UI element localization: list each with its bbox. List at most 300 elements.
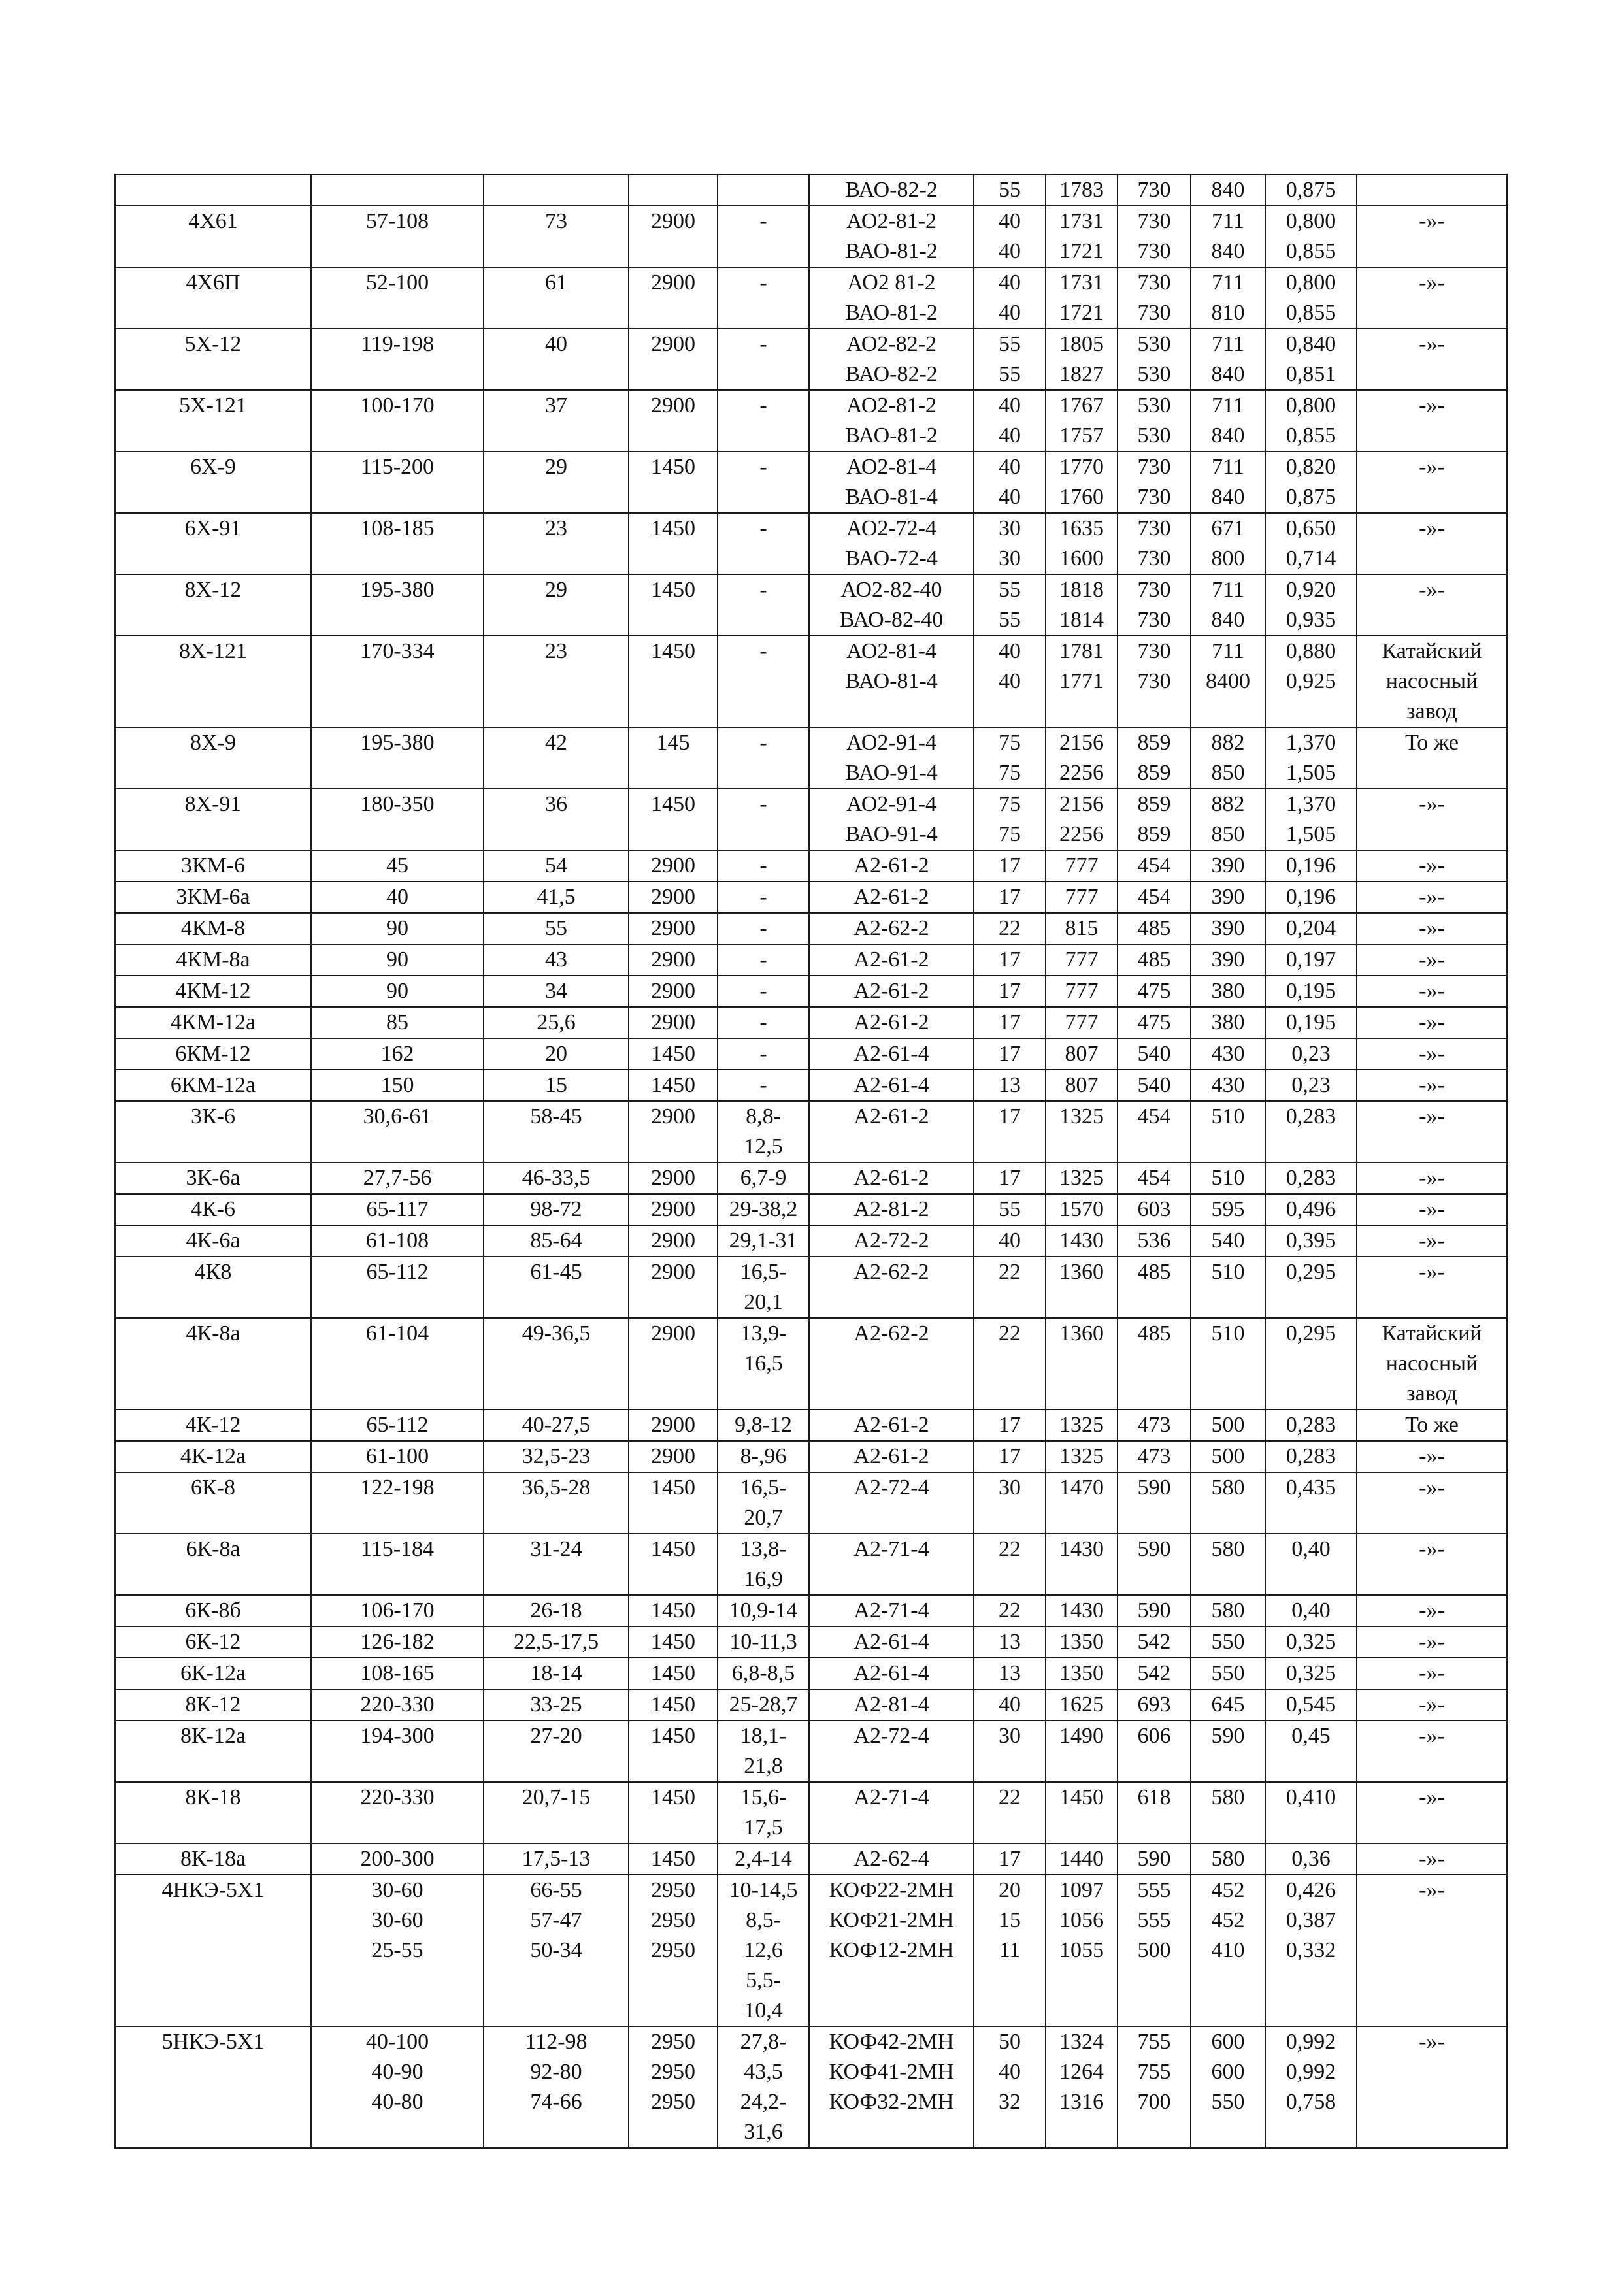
- height-cell: 730 730: [1118, 636, 1191, 727]
- npsh-cell: 10,9-14: [718, 1595, 809, 1626]
- table-row: [115, 2026, 1507, 2148]
- flow-rate-cell: 90: [311, 944, 484, 976]
- motor-type-cell: КОФ22-2МН КОФ21-2МН КОФ12-2МН: [809, 1875, 974, 2026]
- manufacturer-cell: -»-: [1357, 1626, 1507, 1658]
- rpm-cell: 1450: [629, 1689, 718, 1721]
- flow-rate-cell: 40-100 40-90 40-80: [311, 2026, 484, 2148]
- pump-length-cell: 777: [1046, 944, 1118, 976]
- rpm-cell: 2900: [629, 850, 718, 882]
- npsh-cell: -: [718, 390, 809, 452]
- flow-rate-cell: 195-380: [311, 574, 484, 636]
- motor-type-cell: А2-61-2: [809, 882, 974, 913]
- motor-type-cell: АО2 81-2 ВАО-81-2: [809, 267, 974, 329]
- power-cell: 13: [974, 1658, 1046, 1689]
- pump-length-cell: 1570: [1046, 1194, 1118, 1225]
- flow-rate-cell: 65-112: [311, 1410, 484, 1441]
- pump-length-cell: 1470: [1046, 1472, 1118, 1534]
- motor-type-cell: АО2-81-2 ВАО-81-2: [809, 390, 974, 452]
- pump-model-cell: 8Х-121: [115, 636, 311, 727]
- table-row: [115, 174, 1507, 206]
- npsh-cell: 29-38,2: [718, 1194, 809, 1225]
- flow-rate-cell: 27,7-56: [311, 1163, 484, 1194]
- head-cell: 40: [484, 329, 629, 390]
- table-row: [115, 789, 1507, 850]
- pump-model-cell: 4К-12а: [115, 1441, 311, 1472]
- head-cell: 55: [484, 913, 629, 944]
- manufacturer-cell: -»-: [1357, 1038, 1507, 1070]
- pump-model-cell: 8К-18а: [115, 1843, 311, 1875]
- flow-rate-cell: 119-198: [311, 329, 484, 390]
- npsh-cell: -: [718, 789, 809, 850]
- power-cell: 55 55: [974, 329, 1046, 390]
- head-cell: 36,5-28: [484, 1472, 629, 1534]
- height-cell: 590: [1118, 1595, 1191, 1626]
- motor-type-cell: А2-61-4: [809, 1070, 974, 1101]
- height-cell: 693: [1118, 1689, 1191, 1721]
- rpm-cell: 2900: [629, 329, 718, 390]
- flow-rate-cell: 194-300: [311, 1721, 484, 1782]
- mass-cell: 0,840 0,851: [1265, 329, 1357, 390]
- flow-rate-cell: 108-165: [311, 1658, 484, 1689]
- table-row: [115, 944, 1507, 976]
- table-row: [115, 1410, 1507, 1441]
- mass-cell: 0,40: [1265, 1595, 1357, 1626]
- table-row: [115, 1007, 1507, 1038]
- pump-length-cell: 1450: [1046, 1782, 1118, 1843]
- table-row: [115, 1038, 1507, 1070]
- height-cell: 618: [1118, 1782, 1191, 1843]
- mass-cell: 0,545: [1265, 1689, 1357, 1721]
- flow-rate-cell: 122-198: [311, 1472, 484, 1534]
- manufacturer-cell: -»-: [1357, 1782, 1507, 1843]
- height-cell: 730 730: [1118, 267, 1191, 329]
- power-cell: 17: [974, 1843, 1046, 1875]
- table-row: [115, 1534, 1507, 1595]
- npsh-cell: 2,4-14: [718, 1843, 809, 1875]
- flow-rate-cell: 57-108: [311, 206, 484, 267]
- rpm-cell: 2900: [629, 1257, 718, 1318]
- height-cell: 540: [1118, 1038, 1191, 1070]
- height-cell: 730: [1118, 174, 1191, 206]
- rpm-cell: 145: [629, 727, 718, 789]
- motor-type-cell: АО2-72-4 ВАО-72-4: [809, 513, 974, 574]
- flow-rate-cell: 100-170: [311, 390, 484, 452]
- motor-type-cell: ВАО-82-2: [809, 174, 974, 206]
- power-cell: 22: [974, 1782, 1046, 1843]
- pump-model-cell: 8К-12: [115, 1689, 311, 1721]
- head-cell: 20,7-15: [484, 1782, 629, 1843]
- flow-rate-cell: 65-117: [311, 1194, 484, 1225]
- pump-length-cell: 1350: [1046, 1658, 1118, 1689]
- width-cell: 595: [1191, 1194, 1265, 1225]
- power-cell: 30 30: [974, 513, 1046, 574]
- mass-cell: 0,295: [1265, 1318, 1357, 1410]
- height-cell: 473: [1118, 1441, 1191, 1472]
- rpm-cell: 2900: [629, 206, 718, 267]
- width-cell: 711 840: [1191, 574, 1265, 636]
- table-row: [115, 1782, 1507, 1843]
- rpm-cell: 1450: [629, 574, 718, 636]
- head-cell: 23: [484, 636, 629, 727]
- head-cell: 61: [484, 267, 629, 329]
- height-cell: 540: [1118, 1070, 1191, 1101]
- power-cell: 55 55: [974, 574, 1046, 636]
- motor-type-cell: А2-61-4: [809, 1626, 974, 1658]
- table-row: [115, 1070, 1507, 1101]
- pump-length-cell: 1805 1827: [1046, 329, 1118, 390]
- height-cell: 730 730: [1118, 206, 1191, 267]
- width-cell: 671 800: [1191, 513, 1265, 574]
- rpm-cell: 2900: [629, 1441, 718, 1472]
- mass-cell: 0,395: [1265, 1225, 1357, 1257]
- rpm-cell: 1450: [629, 452, 718, 513]
- width-cell: 390: [1191, 913, 1265, 944]
- manufacturer-cell: -»-: [1357, 1194, 1507, 1225]
- width-cell: 390: [1191, 850, 1265, 882]
- table-row: [115, 1194, 1507, 1225]
- flow-rate-cell: 61-104: [311, 1318, 484, 1410]
- pump-model-cell: 4К-8а: [115, 1318, 311, 1410]
- pump-model-cell: 4К-6а: [115, 1225, 311, 1257]
- flow-rate-cell: 61-100: [311, 1441, 484, 1472]
- rpm-cell: 1450: [629, 1843, 718, 1875]
- motor-type-cell: А2-61-2: [809, 976, 974, 1007]
- mass-cell: 0,23: [1265, 1038, 1357, 1070]
- rpm-cell: 2900: [629, 976, 718, 1007]
- motor-type-cell: А2-61-2: [809, 1163, 974, 1194]
- flow-rate-cell: 30-60 30-60 25-55: [311, 1875, 484, 2026]
- head-cell: 22,5-17,5: [484, 1626, 629, 1658]
- pump-length-cell: 1360: [1046, 1318, 1118, 1410]
- npsh-cell: -: [718, 850, 809, 882]
- pump-length-cell: 1731 1721: [1046, 267, 1118, 329]
- table-body: [115, 174, 1507, 2148]
- rpm-cell: 2950 2950 2950: [629, 1875, 718, 2026]
- rpm-cell: 1450: [629, 1595, 718, 1626]
- motor-type-cell: А2-72-4: [809, 1472, 974, 1534]
- head-cell: 85-64: [484, 1225, 629, 1257]
- table-row: [115, 329, 1507, 390]
- rpm-cell: 2900: [629, 390, 718, 452]
- flow-rate-cell: 52-100: [311, 267, 484, 329]
- width-cell: 550: [1191, 1658, 1265, 1689]
- width-cell: 500: [1191, 1410, 1265, 1441]
- manufacturer-cell: -»-: [1357, 390, 1507, 452]
- width-cell: 590: [1191, 1721, 1265, 1782]
- table-row: [115, 1441, 1507, 1472]
- pump-model-cell: [115, 174, 311, 206]
- npsh-cell: -: [718, 636, 809, 727]
- motor-type-cell: А2-61-2: [809, 850, 974, 882]
- rpm-cell: 1450: [629, 1070, 718, 1101]
- table-row: [115, 1875, 1507, 2026]
- motor-type-cell: АО2-91-4 ВАО-91-4: [809, 789, 974, 850]
- table-row: [115, 267, 1507, 329]
- motor-type-cell: А2-61-2: [809, 1441, 974, 1472]
- table-row: [115, 1225, 1507, 1257]
- pump-length-cell: 1325: [1046, 1163, 1118, 1194]
- npsh-cell: [718, 174, 809, 206]
- width-cell: 580: [1191, 1534, 1265, 1595]
- pump-length-cell: 1783: [1046, 174, 1118, 206]
- manufacturer-cell: -»-: [1357, 1721, 1507, 1782]
- power-cell: 40 40: [974, 206, 1046, 267]
- mass-cell: 0,295: [1265, 1257, 1357, 1318]
- pump-length-cell: 1767 1757: [1046, 390, 1118, 452]
- width-cell: 711 810: [1191, 267, 1265, 329]
- power-cell: 22: [974, 1257, 1046, 1318]
- flow-rate-cell: 162: [311, 1038, 484, 1070]
- npsh-cell: 18,1- 21,8: [718, 1721, 809, 1782]
- pump-model-cell: 6К-8а: [115, 1534, 311, 1595]
- rpm-cell: 1450: [629, 636, 718, 727]
- pump-length-cell: 1430: [1046, 1595, 1118, 1626]
- mass-cell: 0,197: [1265, 944, 1357, 976]
- manufacturer-cell: -»-: [1357, 1007, 1507, 1038]
- rpm-cell: 2900: [629, 1194, 718, 1225]
- mass-cell: 0,875: [1265, 174, 1357, 206]
- manufacturer-cell: -»-: [1357, 1101, 1507, 1163]
- rpm-cell: 2900: [629, 1318, 718, 1410]
- height-cell: 485: [1118, 1318, 1191, 1410]
- power-cell: 17: [974, 1163, 1046, 1194]
- pump-length-cell: 807: [1046, 1038, 1118, 1070]
- motor-type-cell: А2-72-4: [809, 1721, 974, 1782]
- power-cell: 55: [974, 1194, 1046, 1225]
- manufacturer-cell: -»-: [1357, 2026, 1507, 2148]
- power-cell: 17: [974, 850, 1046, 882]
- rpm-cell: 1450: [629, 1782, 718, 1843]
- npsh-cell: 6,8-8,5: [718, 1658, 809, 1689]
- table-row: [115, 1101, 1507, 1163]
- height-cell: 590: [1118, 1472, 1191, 1534]
- table-row: [115, 1843, 1507, 1875]
- height-cell: 454: [1118, 1101, 1191, 1163]
- head-cell: 23: [484, 513, 629, 574]
- power-cell: 17: [974, 976, 1046, 1007]
- npsh-cell: -: [718, 267, 809, 329]
- manufacturer-cell: -»-: [1357, 913, 1507, 944]
- power-cell: 22: [974, 1318, 1046, 1410]
- manufacturer-cell: Катайский насосный завод: [1357, 636, 1507, 727]
- width-cell: 840: [1191, 174, 1265, 206]
- motor-type-cell: АО2-81-4 ВАО-81-4: [809, 452, 974, 513]
- motor-type-cell: А2-81-4: [809, 1689, 974, 1721]
- motor-type-cell: А2-61-2: [809, 1101, 974, 1163]
- power-cell: 13: [974, 1070, 1046, 1101]
- npsh-cell: -: [718, 1070, 809, 1101]
- pump-model-cell: 5Х-12: [115, 329, 311, 390]
- flow-rate-cell: 180-350: [311, 789, 484, 850]
- power-cell: 40: [974, 1689, 1046, 1721]
- mass-cell: 0,195: [1265, 976, 1357, 1007]
- width-cell: 500: [1191, 1441, 1265, 1472]
- npsh-cell: -: [718, 976, 809, 1007]
- npsh-cell: -: [718, 329, 809, 390]
- height-cell: 590: [1118, 1534, 1191, 1595]
- height-cell: 555 555 500: [1118, 1875, 1191, 2026]
- power-cell: 20 15 11: [974, 1875, 1046, 2026]
- rpm-cell: 2900: [629, 1163, 718, 1194]
- height-cell: 542: [1118, 1626, 1191, 1658]
- pump-length-cell: 777: [1046, 882, 1118, 913]
- mass-cell: 0,920 0,935: [1265, 574, 1357, 636]
- width-cell: 711 840: [1191, 390, 1265, 452]
- pump-length-cell: 1325: [1046, 1101, 1118, 1163]
- npsh-cell: -: [718, 513, 809, 574]
- manufacturer-cell: -»-: [1357, 1843, 1507, 1875]
- npsh-cell: -: [718, 1007, 809, 1038]
- mass-cell: 0,283: [1265, 1163, 1357, 1194]
- pump-length-cell: 1490: [1046, 1721, 1118, 1782]
- pump-model-cell: 6К-8б: [115, 1595, 311, 1626]
- pump-model-cell: 5Х-121: [115, 390, 311, 452]
- table-row: [115, 727, 1507, 789]
- mass-cell: 0,36: [1265, 1843, 1357, 1875]
- width-cell: 645: [1191, 1689, 1265, 1721]
- npsh-cell: 16,5- 20,1: [718, 1257, 809, 1318]
- mass-cell: 0,45: [1265, 1721, 1357, 1782]
- pump-length-cell: 777: [1046, 1007, 1118, 1038]
- height-cell: 473: [1118, 1410, 1191, 1441]
- head-cell: 42: [484, 727, 629, 789]
- mass-cell: 0,426 0,387 0,332: [1265, 1875, 1357, 2026]
- table-row: [115, 1626, 1507, 1658]
- height-cell: 530 530: [1118, 329, 1191, 390]
- height-cell: 730 730: [1118, 452, 1191, 513]
- width-cell: 550: [1191, 1626, 1265, 1658]
- table-row: [115, 636, 1507, 727]
- power-cell: 50 40 32: [974, 2026, 1046, 2148]
- height-cell: 530 530: [1118, 390, 1191, 452]
- power-cell: 13: [974, 1626, 1046, 1658]
- manufacturer-cell: -»-: [1357, 789, 1507, 850]
- power-cell: 30: [974, 1721, 1046, 1782]
- rpm-cell: 2900: [629, 267, 718, 329]
- height-cell: 536: [1118, 1225, 1191, 1257]
- motor-type-cell: А2-61-4: [809, 1038, 974, 1070]
- pump-length-cell: 777: [1046, 976, 1118, 1007]
- manufacturer-cell: -»-: [1357, 1070, 1507, 1101]
- head-cell: 41,5: [484, 882, 629, 913]
- manufacturer-cell: -»-: [1357, 267, 1507, 329]
- motor-type-cell: А2-71-4: [809, 1534, 974, 1595]
- width-cell: 600 600 550: [1191, 2026, 1265, 2148]
- pump-length-cell: 1440: [1046, 1843, 1118, 1875]
- motor-type-cell: А2-62-2: [809, 913, 974, 944]
- height-cell: 542: [1118, 1658, 1191, 1689]
- manufacturer-cell: То же: [1357, 727, 1507, 789]
- npsh-cell: 8,8- 12,5: [718, 1101, 809, 1163]
- table-row: [115, 574, 1507, 636]
- height-cell: 730 730: [1118, 574, 1191, 636]
- pump-model-cell: 6Х-91: [115, 513, 311, 574]
- pump-length-cell: 1430: [1046, 1534, 1118, 1595]
- height-cell: 590: [1118, 1843, 1191, 1875]
- mass-cell: 0,283: [1265, 1441, 1357, 1472]
- head-cell: 15: [484, 1070, 629, 1101]
- npsh-cell: -: [718, 727, 809, 789]
- flow-rate-cell: 195-380: [311, 727, 484, 789]
- head-cell: 36: [484, 789, 629, 850]
- flow-rate-cell: 40: [311, 882, 484, 913]
- mass-cell: 0,325: [1265, 1658, 1357, 1689]
- rpm-cell: 2900: [629, 882, 718, 913]
- power-cell: 40 40: [974, 636, 1046, 727]
- pump-model-cell: 8К-12а: [115, 1721, 311, 1782]
- mass-cell: 1,370 1,505: [1265, 727, 1357, 789]
- mass-cell: 0,40: [1265, 1534, 1357, 1595]
- table-row: [115, 1163, 1507, 1194]
- head-cell: 43: [484, 944, 629, 976]
- pump-length-cell: 1731 1721: [1046, 206, 1118, 267]
- power-cell: 40 40: [974, 390, 1046, 452]
- height-cell: 454: [1118, 882, 1191, 913]
- pump-model-cell: 8Х-12: [115, 574, 311, 636]
- head-cell: 58-45: [484, 1101, 629, 1163]
- rpm-cell: 2900: [629, 944, 718, 976]
- pump-model-cell: 4КМ-8а: [115, 944, 311, 976]
- motor-type-cell: А2-72-2: [809, 1225, 974, 1257]
- flow-rate-cell: 200-300: [311, 1843, 484, 1875]
- flow-rate-cell: 126-182: [311, 1626, 484, 1658]
- pump-model-cell: 6К-12: [115, 1626, 311, 1658]
- rpm-cell: 2950 2950 2950: [629, 2026, 718, 2148]
- npsh-cell: -: [718, 206, 809, 267]
- manufacturer-cell: -»-: [1357, 1595, 1507, 1626]
- height-cell: 755 755 700: [1118, 2026, 1191, 2148]
- pump-length-cell: 807: [1046, 1070, 1118, 1101]
- rpm-cell: 1450: [629, 1721, 718, 1782]
- mass-cell: 0,196: [1265, 882, 1357, 913]
- power-cell: 55: [974, 174, 1046, 206]
- motor-type-cell: А2-62-4: [809, 1843, 974, 1875]
- npsh-cell: -: [718, 882, 809, 913]
- power-cell: 40: [974, 1225, 1046, 1257]
- npsh-cell: 15,6- 17,5: [718, 1782, 809, 1843]
- table-row: [115, 1658, 1507, 1689]
- motor-type-cell: А2-61-4: [809, 1658, 974, 1689]
- motor-type-cell: АО2-82-2 ВАО-82-2: [809, 329, 974, 390]
- pump-length-cell: 1360: [1046, 1257, 1118, 1318]
- mass-cell: 0,800 0,855: [1265, 267, 1357, 329]
- pump-model-cell: 4К-12: [115, 1410, 311, 1441]
- motor-type-cell: А2-62-2: [809, 1318, 974, 1410]
- motor-type-cell: А2-71-4: [809, 1782, 974, 1843]
- rpm-cell: 2900: [629, 913, 718, 944]
- manufacturer-cell: -»-: [1357, 452, 1507, 513]
- table-row: [115, 913, 1507, 944]
- head-cell: 61-45: [484, 1257, 629, 1318]
- head-cell: 27-20: [484, 1721, 629, 1782]
- power-cell: 17: [974, 1441, 1046, 1472]
- mass-cell: 0,195: [1265, 1007, 1357, 1038]
- rpm-cell: 1450: [629, 1626, 718, 1658]
- manufacturer-cell: То же: [1357, 1410, 1507, 1441]
- height-cell: 485: [1118, 913, 1191, 944]
- table-row: [115, 976, 1507, 1007]
- npsh-cell: 29,1-31: [718, 1225, 809, 1257]
- table-row: [115, 882, 1507, 913]
- height-cell: 485: [1118, 1257, 1191, 1318]
- pump-model-cell: 4Х6П: [115, 267, 311, 329]
- mass-cell: 0,435: [1265, 1472, 1357, 1534]
- power-cell: 17: [974, 1101, 1046, 1163]
- mass-cell: 0,820 0,875: [1265, 452, 1357, 513]
- npsh-cell: -: [718, 452, 809, 513]
- flow-rate-cell: 106-170: [311, 1595, 484, 1626]
- head-cell: 26-18: [484, 1595, 629, 1626]
